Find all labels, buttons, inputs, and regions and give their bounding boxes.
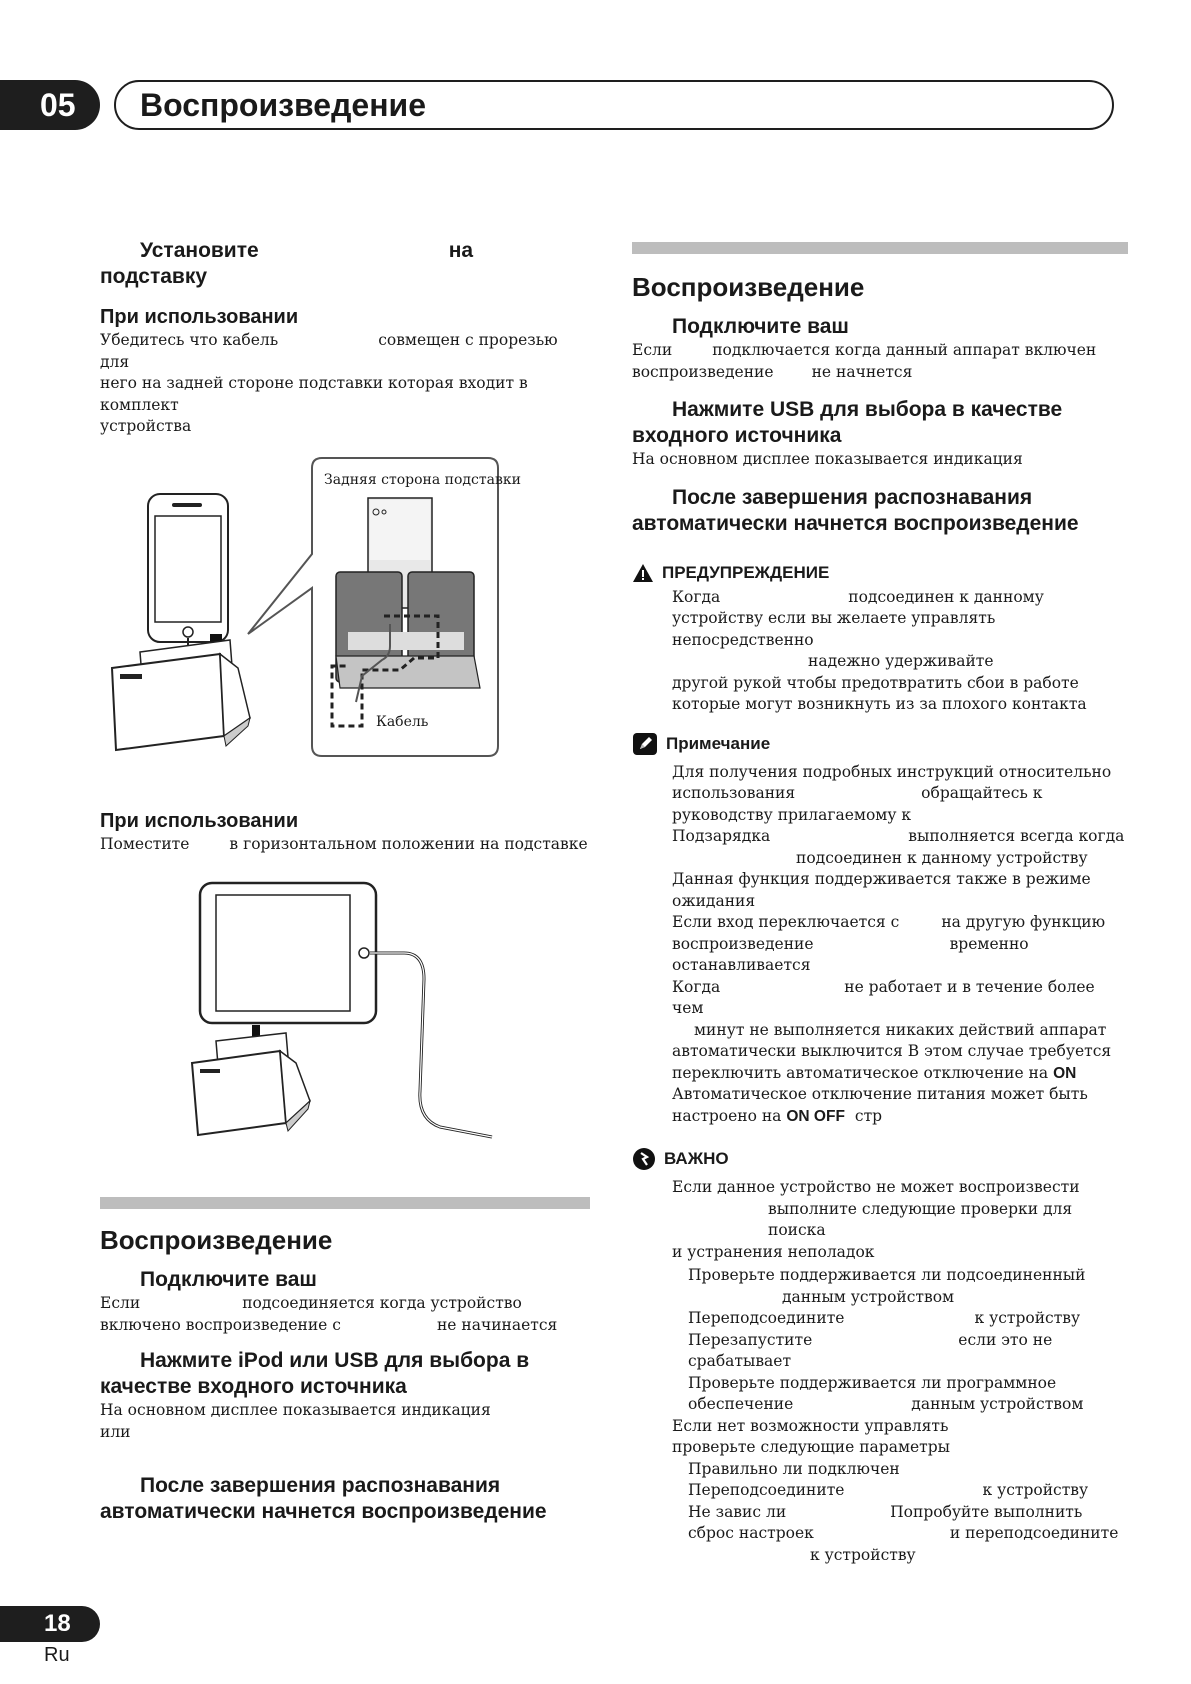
text: временно	[949, 934, 1029, 953]
text: подсоединен к данному	[848, 587, 1044, 606]
text: проверьте следующие параметры	[672, 1438, 951, 1456]
text: к устройству	[982, 1481, 1089, 1499]
text: Переподсоедините	[688, 1309, 845, 1327]
text: данным устройством	[911, 1395, 1084, 1413]
text: останавливается	[672, 956, 811, 974]
step-text: Установите	[140, 239, 259, 262]
step-auto-playback	[100, 1473, 590, 1525]
paragraph-cable-alignment	[100, 330, 590, 438]
warning-triangle-icon	[632, 563, 654, 583]
text: не работает и в течение более чем	[672, 977, 1095, 1017]
important-title: ВАЖНО	[664, 1149, 729, 1168]
text: Если данное устройство не может воспроизвести	[672, 1178, 1080, 1196]
chapter-title: Воспроизведение	[114, 80, 1114, 130]
text: выполните следующие проверки для поиска	[768, 1199, 1073, 1239]
step-text: качестве входного источника	[100, 1375, 407, 1398]
step-text: на	[448, 239, 474, 262]
text: стр	[854, 1106, 883, 1125]
text: воспроизведение	[672, 934, 814, 953]
step-connect	[100, 1267, 590, 1293]
text: надежно удерживайте	[808, 652, 994, 670]
text: устройства	[100, 417, 192, 435]
text: Перезапустите	[688, 1330, 813, 1349]
text: срабатывает	[688, 1352, 792, 1370]
on-label: ON	[1053, 1064, 1077, 1082]
note-heading	[632, 732, 1128, 756]
important-text	[632, 1177, 1128, 1566]
text: Если нет возможности управлять	[672, 1416, 949, 1435]
note-pencil-icon	[632, 732, 658, 756]
text: и устранения неполадок	[672, 1242, 875, 1261]
page-language: Ru	[44, 1644, 70, 1666]
important-icon	[632, 1147, 656, 1171]
text: подключается когда данный аппарат включен	[712, 341, 1097, 359]
text: Когда	[672, 587, 721, 606]
important-heading	[632, 1147, 1128, 1171]
text: подсоединен к данному устройству	[796, 848, 1088, 867]
paragraph-display-indication	[100, 1400, 590, 1443]
paragraph-connect-info	[100, 1293, 590, 1336]
text: него на задней стороне подставки которая входит в комплект	[100, 374, 528, 414]
text: воспроизведение	[632, 362, 774, 381]
text: Попробуйте выполнить	[890, 1502, 1083, 1521]
section-title: Воспроизведение	[100, 1225, 333, 1255]
step-connect	[632, 314, 1128, 340]
text: включено воспроизведение с	[100, 1315, 341, 1334]
text: Для получения подробных инструкций относительно	[672, 762, 1112, 781]
text: данным устройством	[782, 1287, 955, 1306]
warning-title: ПРЕДУПРЕЖДЕНИЕ	[662, 562, 830, 582]
text: выполняется всегда когда	[908, 827, 1125, 845]
section-divider-bar	[632, 242, 1128, 254]
text: к устройству	[974, 1309, 1081, 1327]
text: использования	[672, 784, 796, 802]
step-text: автоматически начнется воспроизведение	[632, 511, 1079, 535]
text: подсоединяется когда устройство	[242, 1294, 522, 1312]
text: Подзарядка	[672, 827, 771, 845]
text: или	[100, 1422, 131, 1441]
note-text	[632, 762, 1128, 1128]
text: переключить автоматическое отключение на	[672, 1063, 1049, 1082]
figure-tablet-on-stand	[100, 869, 590, 1159]
on-off-label: ON OFF	[786, 1107, 845, 1125]
text: Если вход переключается с	[672, 913, 900, 931]
step-text: Нажмите iPod или USB для выбора в	[140, 1349, 530, 1372]
section-divider-bar	[100, 1197, 590, 1209]
text: Правильно ли подключен	[688, 1459, 900, 1478]
text: не начинается	[436, 1315, 558, 1334]
text: Если	[632, 341, 673, 359]
text: которые могут возникнуть из за плохого контакта	[672, 695, 1087, 713]
step-text: Подключите ваш	[140, 1268, 317, 1291]
text: Автоматическое отключение питания может быть	[672, 1085, 1088, 1103]
text: минут не выполняется никаких действий аппарат	[694, 1020, 1107, 1039]
text: сброс настроек	[688, 1524, 814, 1542]
step-select-usb	[632, 397, 1128, 449]
callout-label: Задняя сторона подставки	[324, 471, 521, 488]
text: автоматически выключится В этом случае требуется	[672, 1042, 1112, 1060]
step-text: После завершения распознавания	[140, 1474, 501, 1497]
text: Проверьте поддерживается ли программное	[688, 1373, 1057, 1392]
step-select-source	[100, 1348, 590, 1400]
text: обращайтесь к	[921, 784, 1043, 802]
text: другой рукой чтобы предотвратить сбои в работе	[672, 673, 1079, 692]
text: настроено на	[672, 1106, 782, 1125]
paragraph-display-indication: На основном дисплее показывается индикация	[632, 450, 1023, 468]
text: Убедитесь что кабель	[100, 331, 279, 349]
text: Если	[100, 1294, 141, 1312]
warning-heading	[632, 561, 1128, 585]
step-install-on-stand	[100, 238, 590, 290]
text: Проверьте поддерживается ли подсоединенный	[688, 1266, 1086, 1284]
tablet-illustration	[200, 883, 376, 1023]
figure-phone-on-stand	[100, 456, 590, 786]
chapter-number-tab: 05	[0, 80, 100, 130]
left-column	[100, 238, 590, 1525]
tablet-cable	[370, 953, 492, 1137]
text: к устройству	[810, 1545, 916, 1564]
step-text: Нажмите USB для выбора в качестве	[672, 398, 1063, 421]
step-auto-playback	[632, 485, 1128, 537]
step-text: входного источника	[632, 424, 842, 447]
text: в горизонтальном положении на подставке	[229, 834, 588, 853]
paragraph-connect-info	[632, 340, 1128, 383]
paragraph-horizontal-placement	[100, 834, 590, 856]
warning-text	[632, 587, 1128, 716]
step-text: подставку	[100, 265, 208, 288]
text: руководству прилагаемому к	[672, 805, 912, 824]
section-title: Воспроизведение	[632, 272, 865, 302]
step-text: автоматически начнется воспроизведение	[100, 1500, 547, 1523]
text: Поместите	[100, 834, 190, 853]
note-title: Примечание	[666, 733, 771, 753]
step-text: После завершения распознавания	[672, 485, 1033, 509]
text: Не завис ли	[688, 1502, 787, 1521]
text: не начнется	[811, 362, 913, 381]
text: Данная функция поддерживается также в режиме	[672, 870, 1091, 888]
text: На основном дисплее показывается индикация	[100, 1401, 491, 1419]
text: на другую функцию	[941, 913, 1106, 931]
right-column	[632, 242, 1128, 1566]
cable-label: Кабель	[376, 713, 429, 730]
text: Когда	[672, 977, 721, 996]
stand-illustration	[112, 640, 250, 750]
subheading-usage-2: При использовании	[100, 809, 299, 832]
text: и переподсоедините	[949, 1524, 1119, 1542]
text: совмещен с прорезью для	[100, 331, 558, 371]
text: обеспечение	[688, 1395, 794, 1413]
subheading-usage-1: При использовании	[100, 306, 299, 328]
text: Переподсоедините	[688, 1481, 845, 1499]
text: устройству если вы желаете управлять непосредственно	[672, 609, 996, 649]
text: если это не	[958, 1330, 1053, 1349]
text: ожидания	[672, 891, 756, 910]
step-text: Подключите ваш	[672, 315, 849, 338]
stand-illustration	[192, 1033, 310, 1135]
smartphone-illustration	[148, 494, 228, 642]
page-number: 18	[0, 1606, 100, 1642]
